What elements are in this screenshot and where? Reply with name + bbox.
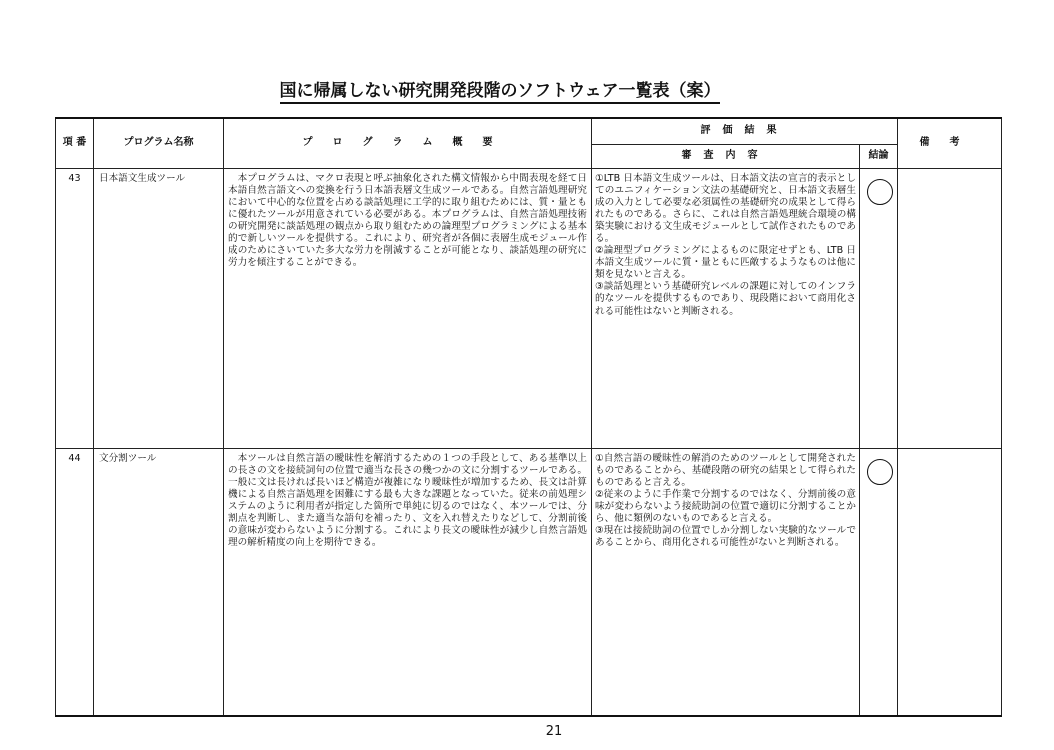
document-title-text: 国に帰属しない研究開発段階のソフトウェア一覧表（案） xyxy=(280,81,721,104)
header-overview: プログラム概要 xyxy=(224,118,592,168)
header-item-no: 項 番 xyxy=(56,118,94,168)
row-remarks xyxy=(898,168,1002,448)
row-review: ①自然言語の曖昧性の解消のためのツールとして開発されたものであることから、基礎段階の研究の結果として得られたものであると言える。 ②従来のように手作業で分割するのではなく、分割前後の意味が変わらないよう接続助詞の位置で適切に分割することから、他に類例のないものであると言える。 ③現在は接続助詞の位置でしか分割しない実験的なツールであることから、商用化される可能性がないと判断される。 xyxy=(592,448,860,716)
header-program-name: プログラム名称 xyxy=(94,118,224,168)
row-program-name: 日本語文生成ツール xyxy=(94,168,224,448)
table-row xyxy=(56,168,1002,448)
header-evaluation: 評価結果 xyxy=(592,118,898,144)
row-program-name: 文分割ツール xyxy=(94,448,224,716)
approved-circle-icon xyxy=(867,179,893,205)
row-conclusion xyxy=(860,168,898,448)
approved-circle-icon xyxy=(867,459,893,485)
row-review: ①LTB 日本語文生成ツールは、日本語文法の宣言的表示としてのユニフィケーション文法の基礎研究と、日本語文表層生成の入力として必要な必須属性の基礎研究の成果として得られたものである。さらに、これは自然言語処理統合環境の構築実験における文生成モジュールとして試作されたものである。 ②論理型プログラミングによるものに限定せずとも、LTB 日本語文生成ツールに質・量ともに匹敵するようなものは他に類を見ないと言える。 ③談話処理という基礎研究レベルの課題に対してのインフラ的なツールを提供するものであり、現段階において商用化される可能性はないと判断される。 xyxy=(592,168,860,448)
table-row xyxy=(56,448,1002,716)
row-item-no: 44 xyxy=(56,448,94,716)
row-conclusion xyxy=(860,448,898,716)
row-overview: 本プログラムは、マクロ表現と呼ぶ抽象化された構文情報から中間表現を経て日本語自然言語文への変換を行う日本語表層文生成ツールである。自然言語処理研究において中心的な位置を占める談話処理に工学的に取り組むためには、質・量ともに優れたツールが用意されている必要がある。本プログラムは、自然言語処理技術の研究開発に談話処理の観点から取り組むための論理型プログラミングによる基本的で新しいツールを提供する。これにより、研究者が各個に表層生成モジュール作成のためにさいていた多大な労力を削減することが可能となり、談話処理の研究に労力を傾注することができる。 xyxy=(224,168,592,448)
header-conclusion: 結論 xyxy=(860,144,898,168)
header-row-top xyxy=(56,118,1002,144)
header-remarks: 備考 xyxy=(898,118,1002,168)
row-item-no: 43 xyxy=(56,168,94,448)
row-remarks xyxy=(898,448,1002,716)
page-number: 21 xyxy=(545,724,563,739)
row-overview: 本ツールは自然言語の曖昧性を解消するための１つの手段として、ある基準以上の長さの文を接続詞句の位置で適当な長さの幾つかの文に分割するツールである。一般に文は長ければ長いほど構造が複雑になり曖昧性が増加するため、長文は計算機による自然言語処理を困難にする最も大きな課題となっていた。従来の前処理システムのように利用者が指定した箇所で単純に切るのではなく、本ツールでは、分割点を判断し、また適当な語句を補ったり、文を入れ替えたりなどして、分割前後の意味が変わらないように分割する。これにより長文の曖昧性が減少し自然言語処理の解析精度の向上を期待できる。 xyxy=(224,448,592,716)
header-review: 審査内容 xyxy=(592,144,860,168)
software-list-table xyxy=(55,117,1002,717)
document-title xyxy=(0,76,1000,101)
